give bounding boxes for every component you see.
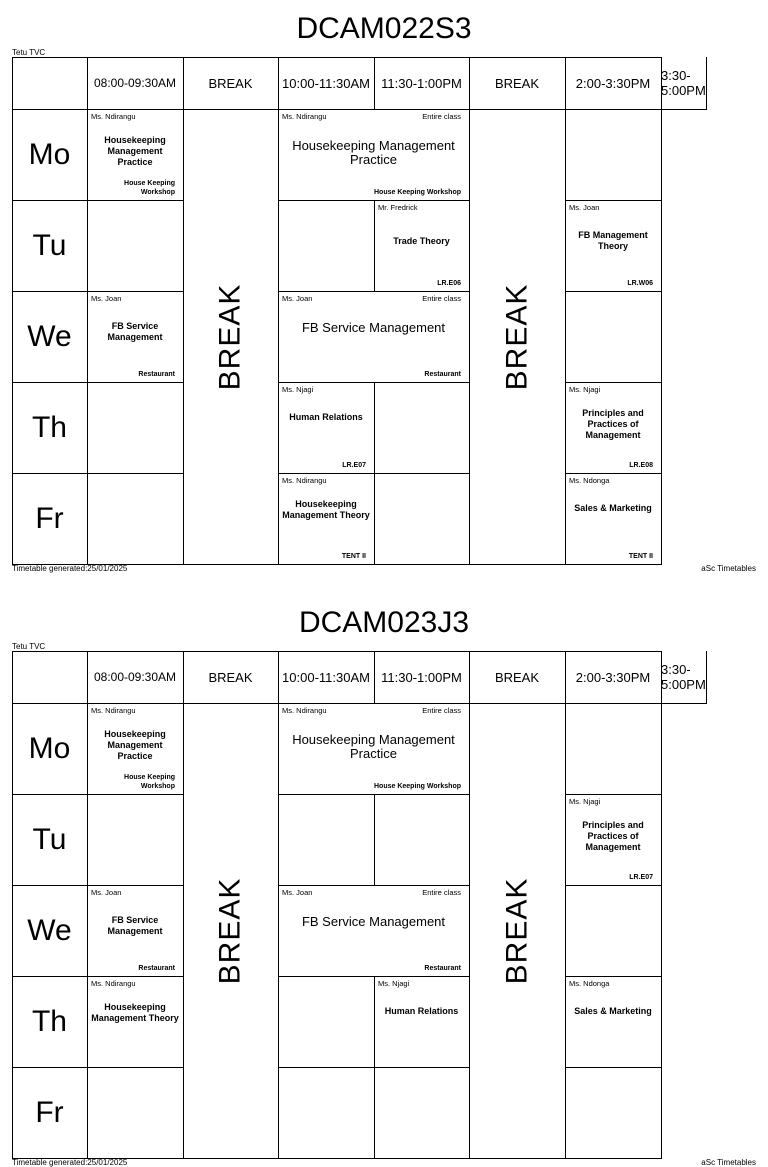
timetable-grid (12, 651, 706, 1159)
empty-slot (278, 1067, 375, 1159)
empty-slot (278, 200, 375, 292)
brand-label: aSc Timetables (701, 1158, 756, 1167)
room-label: Restaurant (138, 965, 175, 972)
room-label: LR.E07 (342, 462, 366, 469)
day-label-mo: Mo (12, 109, 88, 201)
empty-slot (565, 703, 662, 795)
lesson-cell[interactable] (278, 291, 470, 383)
teacher-name: Ms. Joan (282, 294, 313, 303)
day-label-we: We (12, 291, 88, 383)
period-header: BREAK (469, 651, 566, 704)
empty-slot (661, 109, 662, 201)
break-column (469, 109, 566, 565)
lesson-cell[interactable] (278, 703, 470, 795)
day-label-we: We (12, 885, 88, 977)
teacher-name: Ms. Ndirangu (91, 706, 136, 715)
subject-name: Human Relations (384, 1006, 459, 1016)
lesson-cell[interactable] (661, 382, 662, 474)
room-label: TENT II (341, 553, 366, 560)
school-name: Tetu TVC (12, 48, 46, 57)
subject-name: Housekeeping Management Theory (282, 499, 370, 520)
subject-name: Trade Theory (393, 236, 450, 246)
teacher-name: Ms. Joan (91, 888, 122, 897)
period-header: 3:30-5:00PM (661, 57, 707, 110)
group-label: Entire class (422, 888, 461, 897)
subject-name: Housekeeping Management Practice (104, 729, 166, 761)
teacher-name: Ms. Ndirangu (91, 979, 136, 988)
school-name: Tetu TVC (12, 642, 46, 651)
room-label: LR.E08 (629, 462, 653, 469)
lesson-cell[interactable] (565, 794, 662, 886)
lesson-cell[interactable] (278, 473, 375, 565)
empty-slot (87, 473, 184, 565)
timetable-title: DCAM022S3 (296, 12, 472, 45)
empty-slot (565, 109, 662, 201)
teacher-name: Ms. Njagi (569, 385, 601, 394)
subject-name: FB Service Management (107, 321, 163, 342)
period-header: 2:00-3:30PM (565, 57, 662, 110)
room-label: House Keeping Workshop (374, 189, 461, 196)
day-label-tu: Tu (12, 200, 88, 292)
empty-slot (87, 200, 184, 292)
corner-cell (12, 57, 88, 110)
teacher-name: Ms. Njagi (282, 385, 314, 394)
brand-label: aSc Timetables (701, 564, 756, 573)
teacher-name: Ms. Njagi (378, 979, 410, 988)
break-label: BREAK (500, 877, 533, 984)
teacher-name: Ms. Ndirangu (282, 112, 327, 121)
subject-name: FB Service Management (301, 914, 446, 929)
lesson-cell[interactable] (87, 885, 184, 977)
group-label: Entire class (422, 112, 461, 121)
teacher-name: Ms. Ndirangu (282, 476, 327, 485)
empty-slot (374, 473, 470, 565)
period-header: 08:00-09:30AM (87, 651, 184, 704)
period-header: 3:30-5:00PM (661, 651, 707, 704)
group-label: Entire class (422, 706, 461, 715)
day-label-fr: Fr (12, 473, 88, 565)
subject-name: Housekeeping Management Practice (292, 138, 455, 167)
lesson-cell[interactable] (278, 109, 470, 201)
lesson-cell[interactable] (565, 200, 662, 292)
teacher-name: Ms. Joan (569, 203, 600, 212)
break-column (183, 703, 279, 1159)
corner-cell (12, 651, 88, 704)
break-column (469, 703, 566, 1159)
timetable-grid (12, 57, 706, 565)
day-label-th: Th (12, 976, 88, 1068)
room-label: House Keeping Workshop (124, 774, 175, 790)
break-label: BREAK (500, 283, 533, 390)
lesson-cell[interactable] (565, 473, 662, 565)
lesson-cell[interactable] (87, 291, 184, 383)
break-label: BREAK (213, 877, 247, 984)
empty-slot (87, 382, 184, 474)
subject-name: Housekeeping Management Practice (104, 135, 166, 167)
lesson-cell[interactable] (565, 976, 662, 1068)
empty-slot (565, 885, 662, 977)
period-header: 10:00-11:30AM (278, 57, 375, 110)
period-header: BREAK (183, 651, 279, 704)
subject-name: FB Service Management (301, 320, 446, 335)
room-label: LR.E07 (629, 874, 653, 881)
break-column (183, 109, 279, 565)
room-label: Restaurant (138, 371, 175, 378)
break-label: BREAK (213, 283, 247, 390)
room-label: Restaurant (424, 371, 461, 378)
empty-slot (661, 1067, 662, 1159)
period-header: 10:00-11:30AM (278, 651, 375, 704)
subject-name: Sales & Marketing (574, 503, 652, 513)
lesson-cell[interactable] (87, 109, 184, 201)
empty-slot (374, 382, 470, 474)
empty-slot (87, 1067, 184, 1159)
teacher-name: Mr. Fredrick (378, 203, 418, 212)
subject-name: Principles and Practices of Management (582, 408, 644, 440)
empty-slot (374, 1067, 470, 1159)
teacher-name: Ms. Njagi (569, 797, 601, 806)
period-header: BREAK (183, 57, 279, 110)
teacher-name: Ms. Ndirangu (91, 112, 136, 121)
period-header: 2:00-3:30PM (565, 651, 662, 704)
period-header: 11:30-1:00PM (374, 651, 470, 704)
lesson-cell[interactable] (374, 976, 470, 1068)
subject-name: FB Management Theory (578, 230, 648, 251)
day-label-tu: Tu (12, 794, 88, 886)
subject-name: Housekeeping Management Theory (91, 1002, 179, 1023)
empty-slot (87, 794, 184, 886)
empty-slot (565, 1067, 662, 1159)
subject-name: FB Service Management (107, 915, 163, 936)
lesson-cell[interactable] (565, 382, 662, 474)
period-header: 08:00-09:30AM (87, 57, 184, 110)
teacher-name: Ms. Joan (91, 294, 122, 303)
group-label: Entire class (422, 294, 461, 303)
room-label: TENT II (628, 553, 653, 560)
room-label: House Keeping Workshop (124, 180, 175, 196)
teacher-name: Ms. Ndirangu (282, 706, 327, 715)
empty-slot (661, 885, 662, 977)
subject-name: Housekeeping Management Practice (292, 732, 455, 761)
empty-slot (661, 291, 662, 383)
subject-name: Human Relations (289, 412, 363, 422)
day-label-fr: Fr (12, 1067, 88, 1159)
teacher-name: Ms. Joan (282, 888, 313, 897)
lesson-cell[interactable] (278, 382, 375, 474)
lesson-cell[interactable] (374, 200, 470, 292)
day-label-th: Th (12, 382, 88, 474)
generated-date: Timetable generated:25/01/2025 (12, 1158, 128, 1167)
period-header: 11:30-1:00PM (374, 57, 470, 110)
subject-name: Principles and Practices of Management (582, 820, 644, 852)
room-label: LR.W06 (627, 280, 653, 287)
room-label: Restaurant (424, 965, 461, 972)
generated-date: Timetable generated:25/01/2025 (12, 564, 128, 573)
teacher-name: Ms. Ndonga (569, 476, 610, 485)
lesson-cell[interactable] (87, 976, 184, 1068)
period-header: BREAK (469, 57, 566, 110)
empty-slot (278, 976, 375, 1068)
empty-slot (374, 794, 470, 886)
empty-slot (565, 291, 662, 383)
lesson-cell[interactable] (87, 703, 184, 795)
teacher-name: Ms. Ndonga (569, 979, 610, 988)
room-label: LR.E06 (437, 280, 461, 287)
timetable-title: DCAM023J3 (298, 606, 470, 639)
empty-slot (661, 703, 662, 795)
room-label: House Keeping Workshop (374, 783, 461, 790)
subject-name: Sales & Marketing (574, 1006, 652, 1016)
day-label-mo: Mo (12, 703, 88, 795)
empty-slot (278, 794, 375, 886)
lesson-cell[interactable] (278, 885, 470, 977)
